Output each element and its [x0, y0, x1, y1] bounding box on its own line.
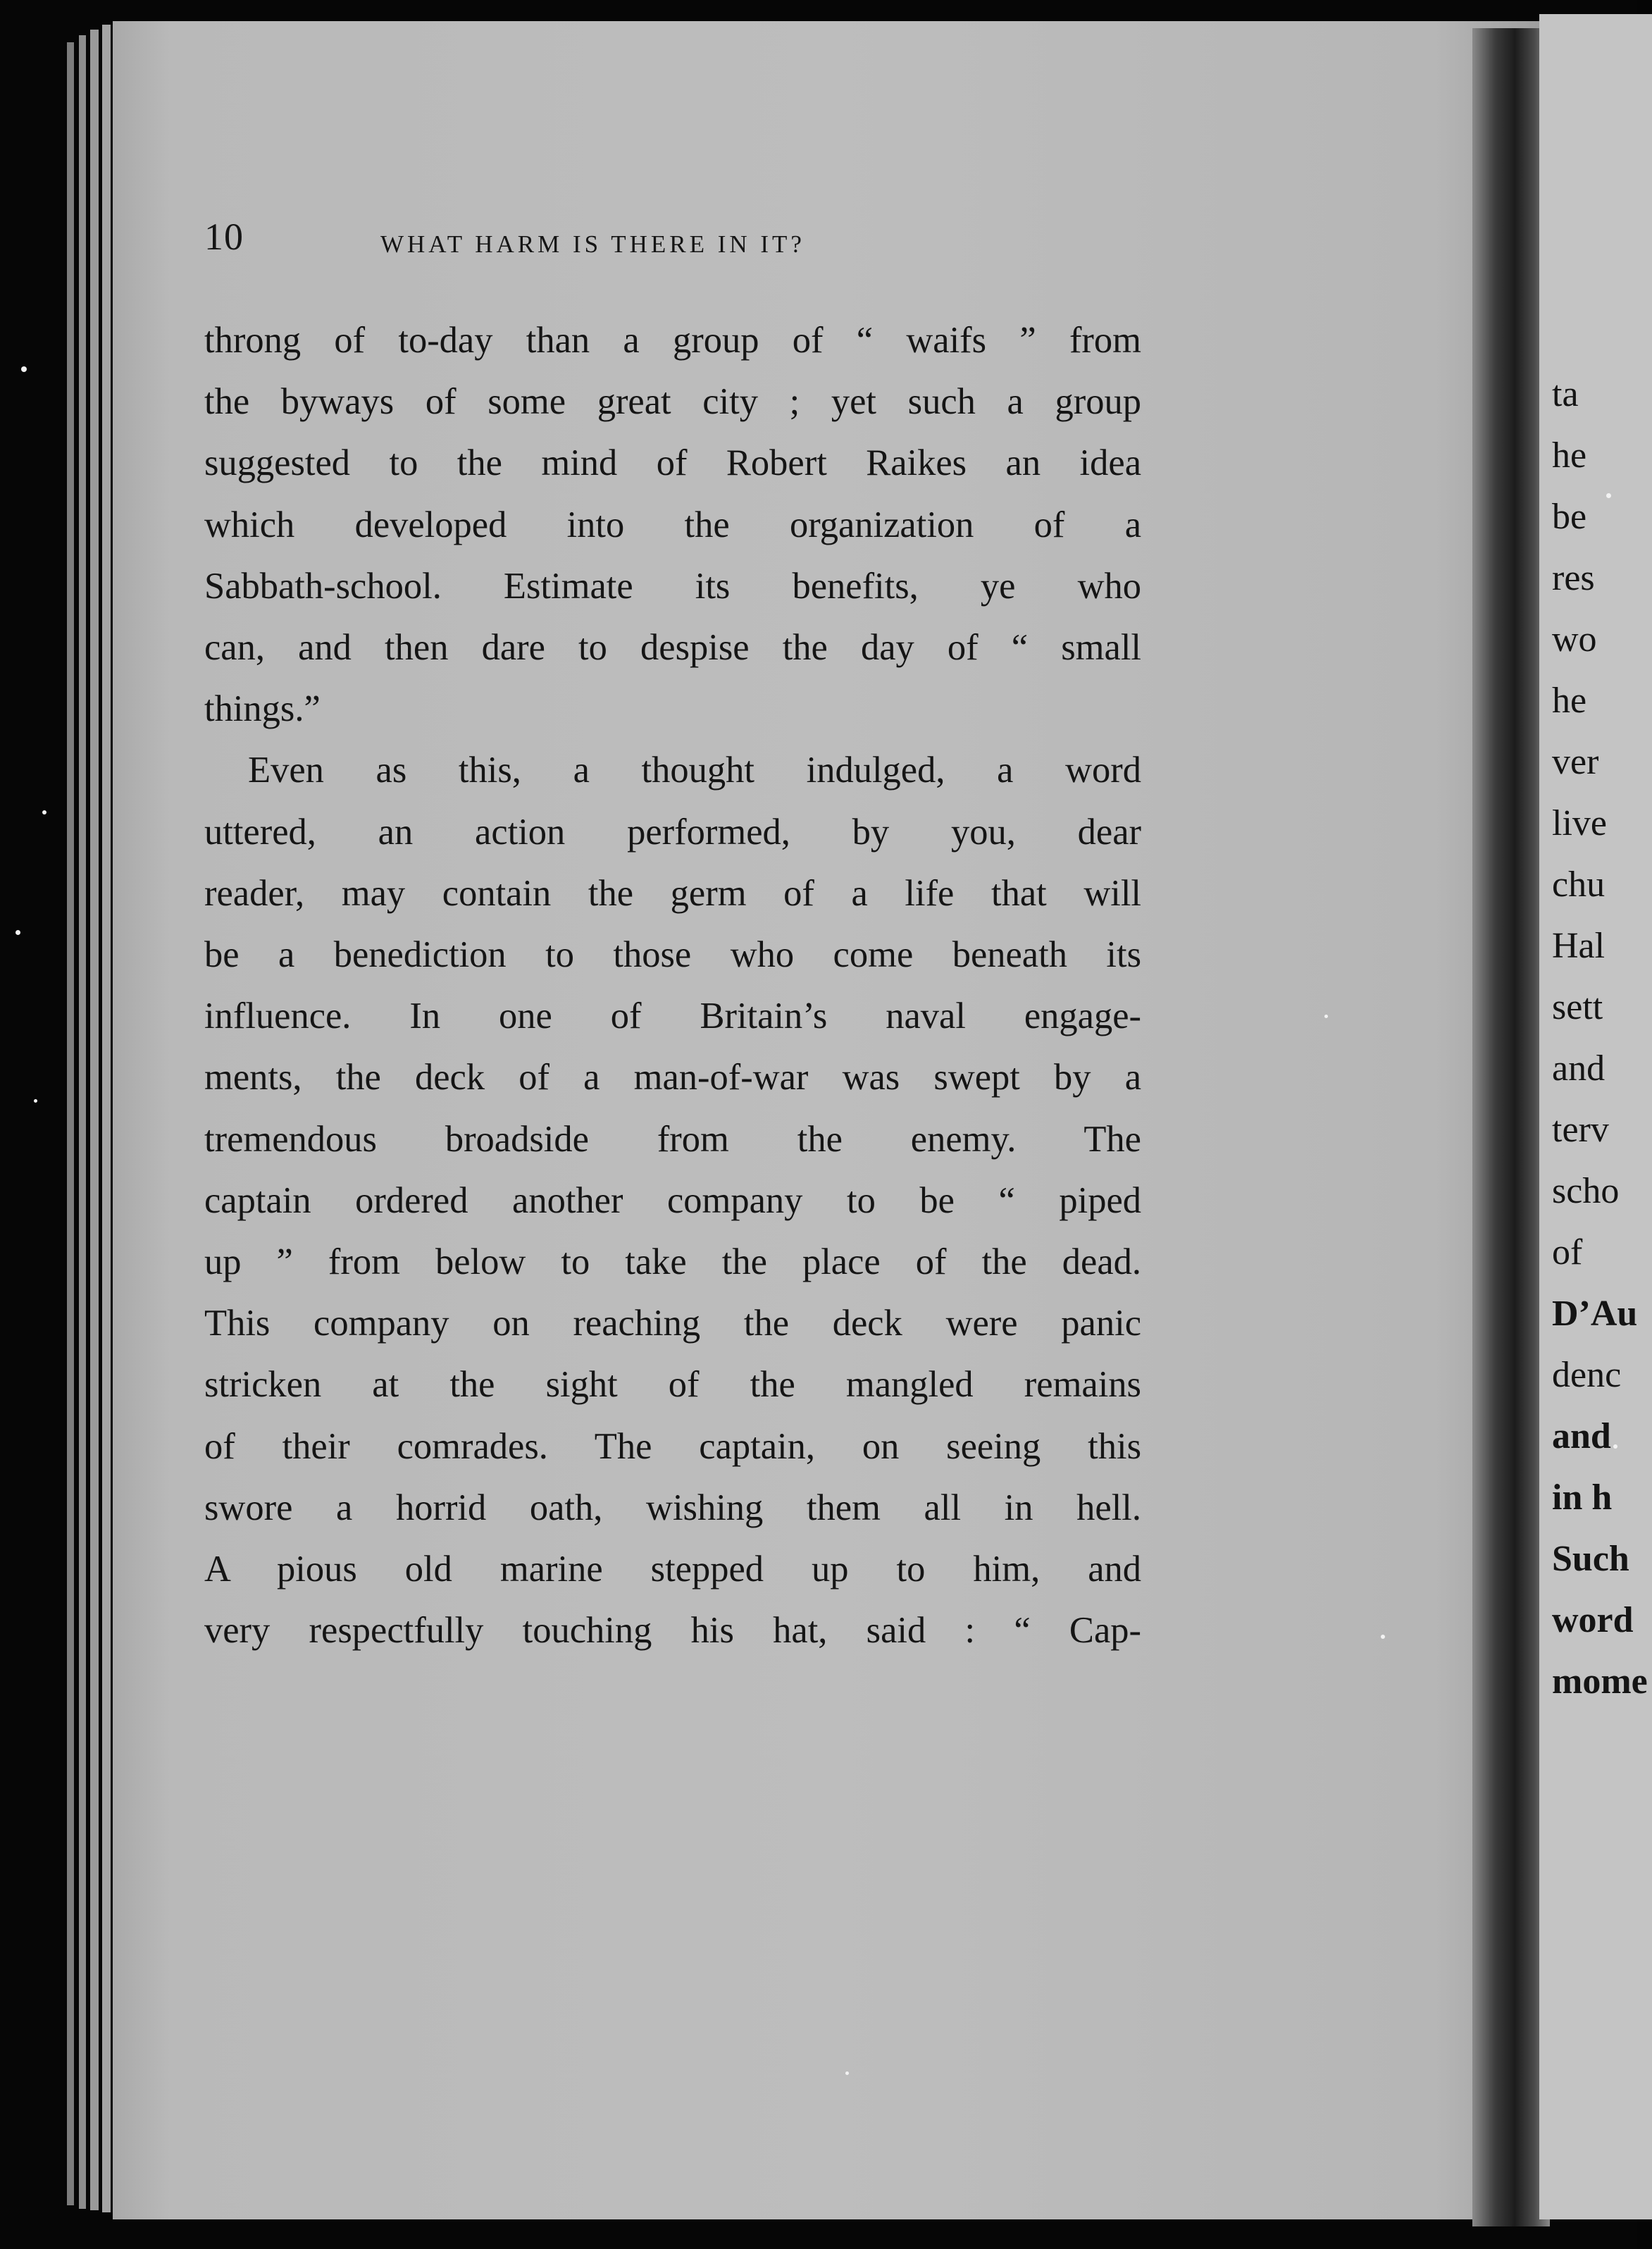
- scan-speck: [1613, 1444, 1617, 1449]
- scan-speck: [42, 810, 46, 814]
- text-line: tremendous broadside from the enemy. The: [204, 1118, 1141, 1160]
- running-title: WHAT HARM IS THERE IN IT?: [380, 230, 805, 258]
- text-line: be a benediction to those who come beneath its: [204, 934, 1141, 976]
- facing-text-fragment: ta: [1552, 374, 1579, 414]
- text-line: Sabbath-school. Estimate its benefits, ye who: [204, 565, 1141, 607]
- facing-text-fragment: he: [1552, 435, 1587, 476]
- book-gutter: [1472, 28, 1550, 2226]
- scan-speck: [1324, 1015, 1328, 1018]
- text-line: suggested to the mind of Robert Raikes an idea: [204, 442, 1141, 484]
- text-line: This company on reaching the deck were panic: [204, 1303, 1141, 1344]
- text-line: throng of to-day than a group of “ waifs ” from: [204, 320, 1141, 361]
- page-number: 10: [204, 216, 244, 258]
- text-line: of their comrades. The captain, on seeing this: [204, 1425, 1141, 1467]
- text-line: swore a horrid oath, wishing them all in hell.: [204, 1487, 1141, 1528]
- facing-text-fragment: and: [1552, 1416, 1611, 1456]
- facing-text-fragment: scho: [1552, 1171, 1620, 1211]
- facing-text-fragment: res: [1552, 558, 1595, 598]
- text-line: which developed into the organization of a: [204, 504, 1141, 545]
- text-line: stricken at the sight of the mangled remains: [204, 1364, 1141, 1406]
- paragraph-start-line: Even as this, a thought indulged, a word: [248, 750, 1141, 791]
- facing-text-fragment: D’Au: [1552, 1294, 1638, 1334]
- scan-speck: [845, 2071, 849, 2075]
- text-line: ments, the deck of a man-of-war was swept by a: [204, 1057, 1141, 1098]
- facing-text-fragment: live: [1552, 803, 1607, 843]
- text-line: uttered, an action performed, by you, dear: [204, 811, 1141, 853]
- text-line: the byways of some great city ; yet such a group: [204, 381, 1141, 423]
- facing-page: [1539, 14, 1652, 2219]
- text-line: up ” from below to take the place of the dead.: [204, 1241, 1141, 1283]
- facing-text-fragment: in h: [1552, 1477, 1613, 1518]
- scan-speck: [15, 930, 20, 935]
- scan-speck: [21, 366, 27, 372]
- page-edge: [102, 25, 111, 2212]
- facing-text-fragment: ver: [1552, 742, 1599, 782]
- facing-text-fragment: and: [1552, 1048, 1606, 1089]
- facing-text-fragment: mome: [1552, 1661, 1648, 1702]
- facing-text-fragment: of: [1552, 1232, 1583, 1272]
- text-line: captain ordered another company to be “ piped: [204, 1179, 1141, 1221]
- facing-text-fragment: wo: [1552, 619, 1597, 659]
- text-line: can, and then dare to despise the day of “ small: [204, 627, 1141, 669]
- text-line: things.”: [204, 688, 321, 730]
- facing-text-fragment: he: [1552, 681, 1587, 721]
- scan-speck: [34, 1099, 37, 1103]
- body-text: [204, 310, 1141, 1661]
- facing-text-fragment: word: [1552, 1600, 1634, 1640]
- scan-speck: [1606, 493, 1611, 498]
- page-edge: [79, 35, 86, 2209]
- facing-text-fragment: terv: [1552, 1110, 1609, 1150]
- facing-text-fragment: chu: [1552, 865, 1606, 905]
- page-header: [204, 215, 805, 259]
- page-edge: [90, 30, 99, 2210]
- facing-text-fragment: Such: [1552, 1539, 1629, 1579]
- text-line: A pious old marine stepped up to him, and: [204, 1549, 1141, 1590]
- facing-text-fragment: be: [1552, 497, 1587, 537]
- facing-page-text: [1552, 364, 1648, 1712]
- text-line: influence. In one of Britain’s naval engage-: [204, 996, 1141, 1037]
- scan-speck: [1381, 1635, 1385, 1639]
- facing-text-fragment: denc: [1552, 1355, 1622, 1395]
- page-edge: [67, 42, 74, 2205]
- facing-text-fragment: sett: [1552, 987, 1603, 1027]
- text-line: reader, may contain the germ of a life that will: [204, 872, 1141, 914]
- text-line: very respectfully touching his hat, said : “ Cap-: [204, 1610, 1141, 1652]
- facing-text-fragment: Hal: [1552, 926, 1606, 966]
